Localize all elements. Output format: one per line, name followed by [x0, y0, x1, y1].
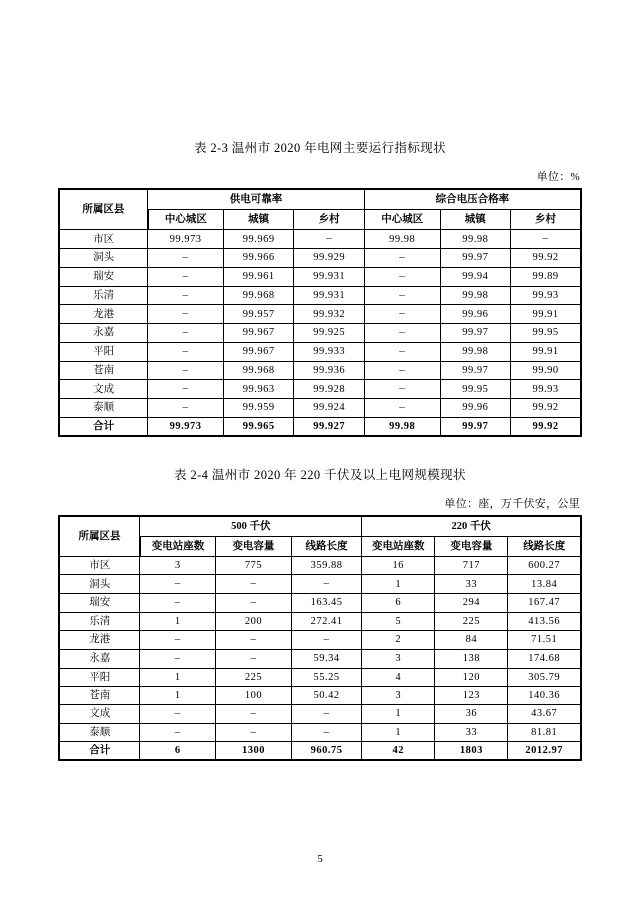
- cell-value: 59.34: [291, 649, 361, 668]
- cell-value: 123: [435, 686, 508, 704]
- cell-value: 99.97: [440, 249, 510, 268]
- cell-value: 99.966: [223, 249, 293, 268]
- group-header-reliability: 供电可靠率: [148, 189, 365, 210]
- cell-value: –: [148, 249, 224, 268]
- row-label-total: 合计: [59, 742, 140, 761]
- cell-value: –: [140, 594, 216, 613]
- cell-value: 1: [140, 686, 216, 704]
- cell-value: –: [148, 342, 224, 361]
- cell-value: 99.928: [294, 380, 364, 399]
- cell-value: 99.968: [223, 286, 293, 305]
- table-row: [59, 575, 581, 594]
- table-caption: 表 2-3 温州市 2020 年电网主要运行指标现状: [193, 141, 447, 155]
- table-row: [59, 686, 581, 704]
- column-header-town: 城镇: [223, 210, 293, 230]
- cell-value: 163.45: [291, 594, 361, 613]
- row-label: 文成: [59, 380, 148, 399]
- cell-value: 99.98: [440, 286, 510, 305]
- cell-value: 99.91: [511, 305, 581, 324]
- cell-value: 99.98: [364, 230, 440, 249]
- table-unit-label: 单位：%: [536, 171, 580, 183]
- cell-value: 33: [435, 723, 508, 742]
- cell-value: 6: [362, 594, 435, 613]
- cell-value: 99.936: [294, 361, 364, 380]
- cell-value: 167.47: [508, 594, 581, 613]
- cell-value: 120: [435, 668, 508, 686]
- row-label: 永嘉: [59, 649, 140, 668]
- cell-value: –: [216, 704, 292, 723]
- cell-value: 71.51: [508, 631, 581, 650]
- cell-value: 5: [362, 612, 435, 630]
- row-label: 泰顺: [59, 399, 148, 418]
- cell-value: 99.92: [511, 399, 581, 418]
- cell-value: 413.56: [508, 612, 581, 630]
- table-block-2-3: [58, 138, 582, 437]
- cell-value: –: [148, 267, 224, 286]
- table-total-row: [59, 742, 581, 761]
- cell-value-total: 99.965: [223, 417, 293, 436]
- cell-value: –: [140, 631, 216, 650]
- column-header-urban-core-2: 中心城区: [364, 210, 440, 230]
- table-total-row: [59, 417, 581, 436]
- row-label: 文成: [59, 704, 140, 723]
- cell-value: 99.91: [511, 342, 581, 361]
- cell-value: 50.42: [291, 686, 361, 704]
- table-row: [59, 631, 581, 650]
- cell-value: 99.90: [511, 361, 581, 380]
- cell-value: –: [291, 575, 361, 594]
- cell-value: –: [364, 342, 440, 361]
- row-label: 泰顺: [59, 723, 140, 742]
- cell-value: 43.67: [508, 704, 581, 723]
- cell-value: 140.36: [508, 686, 581, 704]
- column-header-substation-count-2: 变电站座数: [362, 537, 435, 557]
- row-label: 平阳: [59, 342, 148, 361]
- cell-value: 13.84: [508, 575, 581, 594]
- cell-value: 81.81: [508, 723, 581, 742]
- cell-value-total: 1300: [216, 742, 292, 761]
- row-label: 乐清: [59, 286, 148, 305]
- cell-value: –: [148, 324, 224, 343]
- row-label: 龙港: [59, 305, 148, 324]
- group-header-220kv: 220 千伏: [362, 516, 581, 537]
- cell-value: 84: [435, 631, 508, 650]
- cell-value: 3: [362, 649, 435, 668]
- table-row: [59, 305, 581, 324]
- row-label: 乐清: [59, 612, 140, 630]
- cell-value: 99.929: [294, 249, 364, 268]
- column-header-line-length: 线路长度: [291, 537, 361, 557]
- cell-value: –: [364, 267, 440, 286]
- cell-value: –: [216, 649, 292, 668]
- page-number: 5: [317, 853, 323, 865]
- column-header-region: 所属区县: [59, 516, 140, 557]
- cell-value: 99.92: [511, 249, 581, 268]
- table-row: [59, 361, 581, 380]
- table-row: [59, 668, 581, 686]
- cell-value: 99.96: [440, 399, 510, 418]
- row-label: 苍南: [59, 686, 140, 704]
- cell-value: –: [140, 704, 216, 723]
- cell-value: –: [148, 361, 224, 380]
- cell-value: –: [216, 575, 292, 594]
- cell-value: 100: [216, 686, 292, 704]
- cell-value: 99.94: [440, 267, 510, 286]
- cell-value: 99.924: [294, 399, 364, 418]
- cell-value-total: 1803: [435, 742, 508, 761]
- cell-value: 359.88: [291, 557, 361, 575]
- cell-value: 775: [216, 557, 292, 575]
- cell-value-total: 99.92: [511, 417, 581, 436]
- table-row: [59, 380, 581, 399]
- cell-value: 200: [216, 612, 292, 630]
- row-label: 瑞安: [59, 267, 148, 286]
- column-header-substation-count: 变电站座数: [140, 537, 216, 557]
- row-label: 洞头: [59, 575, 140, 594]
- cell-value: –: [148, 399, 224, 418]
- cell-value: –: [364, 249, 440, 268]
- cell-value: 99.967: [223, 342, 293, 361]
- table-unit-label: 单位：座，万千伏安，公里: [444, 498, 580, 510]
- row-label: 市区: [59, 230, 148, 249]
- cell-value: –: [140, 575, 216, 594]
- cell-value: 99.959: [223, 399, 293, 418]
- row-label: 瑞安: [59, 594, 140, 613]
- table-row: [59, 557, 581, 575]
- cell-value: 36: [435, 704, 508, 723]
- cell-value: 99.93: [511, 380, 581, 399]
- column-header-region: 所属区县: [59, 189, 148, 230]
- group-header-500kv: 500 千伏: [140, 516, 362, 537]
- cell-value: 1: [362, 723, 435, 742]
- column-header-rural-2: 乡村: [511, 210, 581, 230]
- table-row: [59, 704, 581, 723]
- cell-value: –: [364, 380, 440, 399]
- cell-value-total: 99.97: [440, 417, 510, 436]
- row-label: 平阳: [59, 668, 140, 686]
- cell-value: –: [364, 361, 440, 380]
- cell-value: –: [364, 305, 440, 324]
- cell-value-total: 960.75: [291, 742, 361, 761]
- table-row: [59, 249, 581, 268]
- cell-value: 99.97: [440, 324, 510, 343]
- row-label: 洞头: [59, 249, 148, 268]
- cell-value: –: [511, 230, 581, 249]
- cell-value: –: [148, 286, 224, 305]
- cell-value: 3: [140, 557, 216, 575]
- cell-value: –: [364, 399, 440, 418]
- cell-value: 99.957: [223, 305, 293, 324]
- cell-value-total: 99.973: [148, 417, 224, 436]
- cell-value: 99.925: [294, 324, 364, 343]
- cell-value: 99.969: [223, 230, 293, 249]
- cell-value-total: 99.927: [294, 417, 364, 436]
- cell-value: 138: [435, 649, 508, 668]
- row-label: 永嘉: [59, 324, 148, 343]
- group-header-voltage: 综合电压合格率: [364, 189, 581, 210]
- table-header-row-groups: [59, 516, 581, 537]
- column-header-town-2: 城镇: [440, 210, 510, 230]
- cell-value: 99.932: [294, 305, 364, 324]
- table-row: [59, 594, 581, 613]
- cell-value: –: [364, 324, 440, 343]
- cell-value: –: [291, 631, 361, 650]
- cell-value: 99.93: [511, 286, 581, 305]
- cell-value: 99.933: [294, 342, 364, 361]
- cell-value: –: [216, 723, 292, 742]
- cell-value: 99.967: [223, 324, 293, 343]
- table-header-row-groups: [59, 189, 581, 210]
- cell-value: 4: [362, 668, 435, 686]
- cell-value: –: [364, 286, 440, 305]
- cell-value: 272.41: [291, 612, 361, 630]
- row-label: 苍南: [59, 361, 148, 380]
- table-row: [59, 342, 581, 361]
- cell-value: –: [140, 723, 216, 742]
- cell-value: 99.968: [223, 361, 293, 380]
- row-label: 龙港: [59, 631, 140, 650]
- table-block-2-4: [58, 465, 582, 761]
- table-row: [59, 324, 581, 343]
- column-header-capacity-2: 变电容量: [435, 537, 508, 557]
- cell-value: 99.95: [511, 324, 581, 343]
- cell-value: 1: [362, 704, 435, 723]
- cell-value: 99.97: [440, 361, 510, 380]
- cell-value: 174.68: [508, 649, 581, 668]
- table-caption: 表 2-4 温州市 2020 年 220 千伏及以上电网规模现状: [174, 468, 466, 482]
- cell-value: 1: [362, 575, 435, 594]
- cell-value: 225: [435, 612, 508, 630]
- cell-value: 99.95: [440, 380, 510, 399]
- cell-value: 99.963: [223, 380, 293, 399]
- cell-value: 99.931: [294, 267, 364, 286]
- cell-value: –: [140, 649, 216, 668]
- cell-value: 717: [435, 557, 508, 575]
- cell-value: –: [291, 723, 361, 742]
- cell-value: 99.931: [294, 286, 364, 305]
- table-row: [59, 723, 581, 742]
- table-row: [59, 230, 581, 249]
- cell-value-total: 99.98: [364, 417, 440, 436]
- cell-value-total: 2012.97: [508, 742, 581, 761]
- cell-value-total: 6: [140, 742, 216, 761]
- cell-value: 1: [140, 612, 216, 630]
- cell-value: 99.973: [148, 230, 224, 249]
- cell-value: 16: [362, 557, 435, 575]
- table-row: [59, 267, 581, 286]
- cell-value: 600.27: [508, 557, 581, 575]
- cell-value: 3: [362, 686, 435, 704]
- cell-value: 99.961: [223, 267, 293, 286]
- table-row: [59, 649, 581, 668]
- cell-value: 2: [362, 631, 435, 650]
- cell-value: 99.98: [440, 342, 510, 361]
- cell-value: –: [216, 631, 292, 650]
- table-2-4: [58, 515, 582, 761]
- cell-value: –: [216, 594, 292, 613]
- row-label-total: 合计: [59, 417, 148, 436]
- cell-value: 55.25: [291, 668, 361, 686]
- table-2-3: [58, 188, 582, 437]
- cell-value: 99.96: [440, 305, 510, 324]
- cell-value: 1: [140, 668, 216, 686]
- cell-value-total: 42: [362, 742, 435, 761]
- cell-value: 33: [435, 575, 508, 594]
- table-row: [59, 286, 581, 305]
- cell-value: –: [148, 380, 224, 399]
- cell-value: –: [294, 230, 364, 249]
- column-header-line-length-2: 线路长度: [508, 537, 581, 557]
- cell-value: –: [148, 305, 224, 324]
- table-row: [59, 612, 581, 630]
- column-header-capacity: 变电容量: [216, 537, 292, 557]
- cell-value: 305.79: [508, 668, 581, 686]
- cell-value: 99.98: [440, 230, 510, 249]
- cell-value: 225: [216, 668, 292, 686]
- cell-value: 294: [435, 594, 508, 613]
- table-row: [59, 399, 581, 418]
- column-header-rural: 乡村: [294, 210, 364, 230]
- row-label: 市区: [59, 557, 140, 575]
- column-header-urban-core: 中心城区: [148, 210, 224, 230]
- cell-value: 99.89: [511, 267, 581, 286]
- cell-value: –: [291, 704, 361, 723]
